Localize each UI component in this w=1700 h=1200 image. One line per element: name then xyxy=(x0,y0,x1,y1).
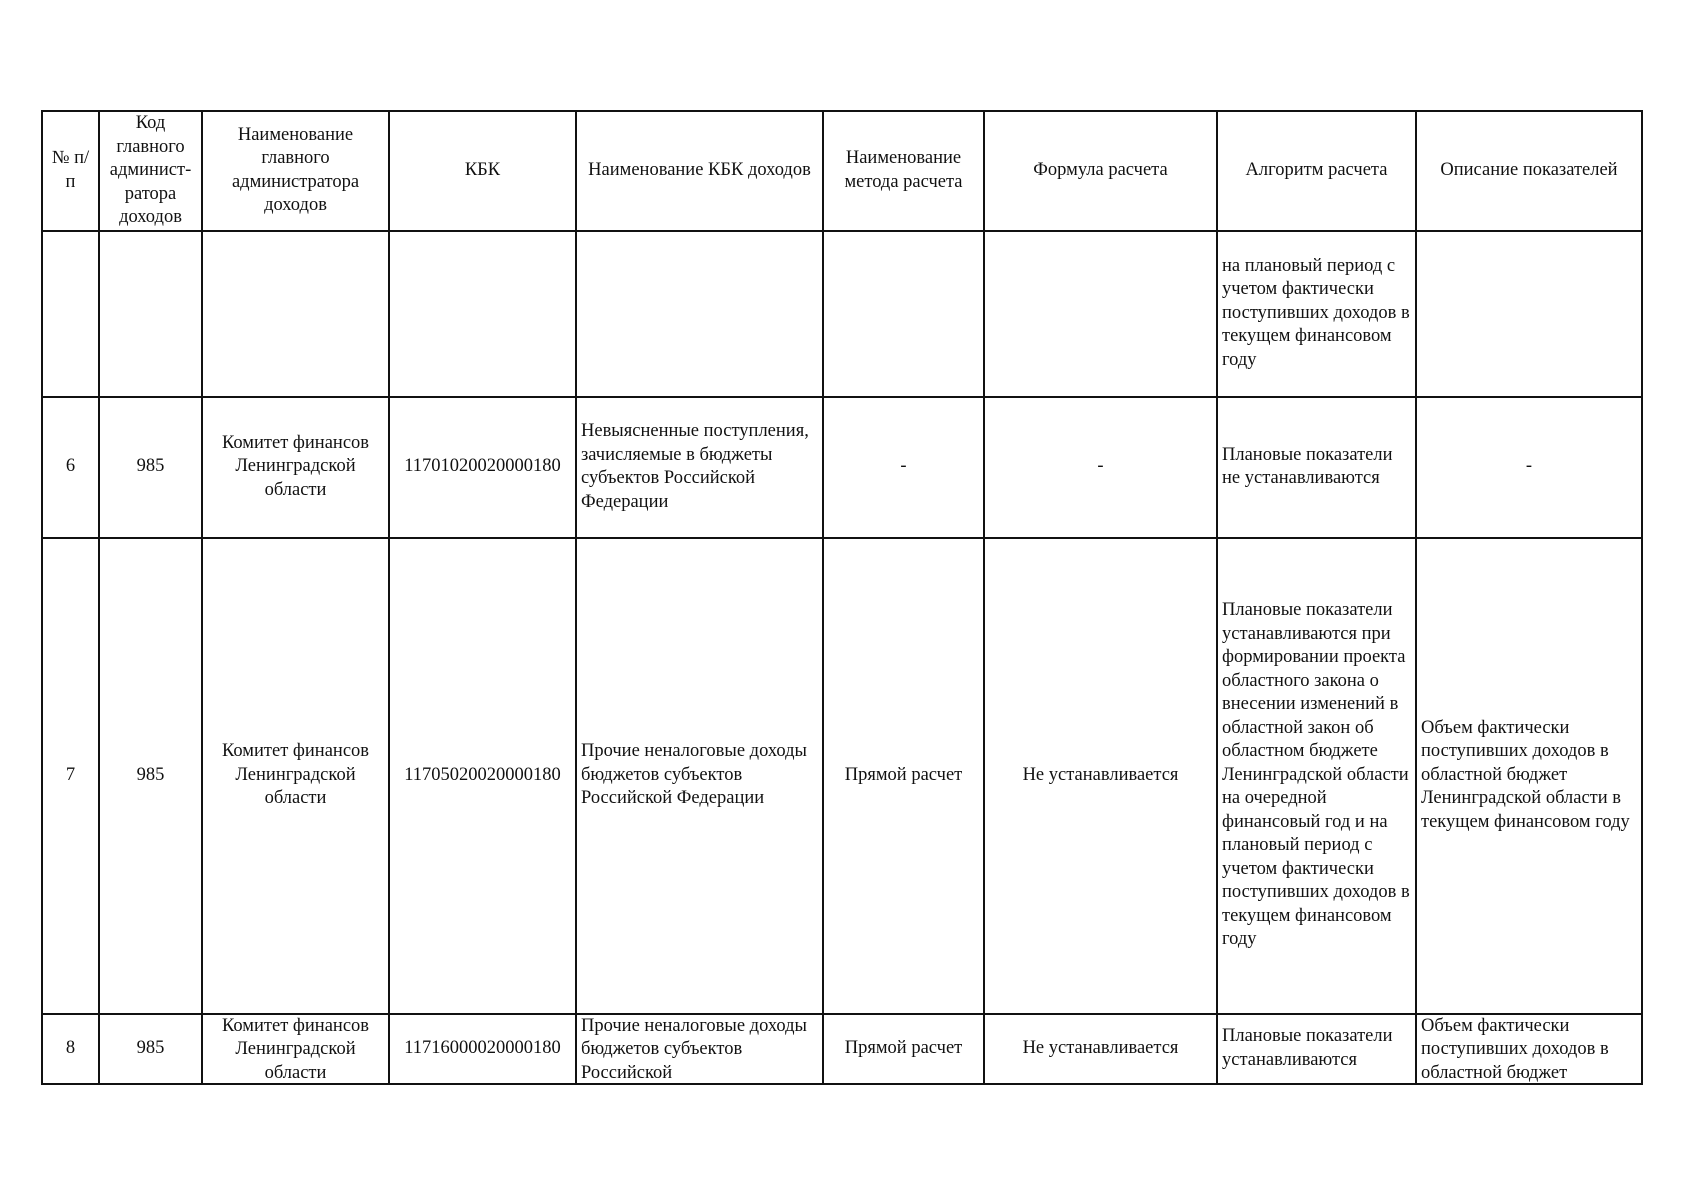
header-algorithm: Алгоритм расчета xyxy=(1217,111,1416,231)
header-number: № п/п xyxy=(42,111,99,231)
cell-empty xyxy=(576,231,823,397)
cell-empty xyxy=(389,231,576,397)
cell-method: - xyxy=(823,397,984,538)
cell-admin-code-text: 985 xyxy=(136,1037,165,1058)
cell-empty xyxy=(1416,231,1642,397)
cell-method xyxy=(823,1014,984,1084)
header-method: Наименование метода расчета xyxy=(823,111,984,231)
cell-formula-text: Не устанавливается xyxy=(1022,1037,1179,1058)
cell-method-text: Прямой расчет xyxy=(844,1037,963,1058)
cell-number: 6 xyxy=(42,397,99,538)
cell-admin-code: 985 xyxy=(99,397,202,538)
cell-algorithm: Плановые показатели не устанавливаются xyxy=(1217,397,1416,538)
table-row xyxy=(42,538,1642,1014)
cell-admin-code xyxy=(99,1014,202,1084)
cell-algorithm-continued: на плановый период с учетом фактически поступивших доходов в текущем финансовом году xyxy=(1217,231,1416,397)
cell-kbk-name: Прочие неналоговые доходы бюджетов субъектов Российской Федерации xyxy=(576,538,823,1014)
cell-kbk-name: Невыясненные поступления, зачисляемые в бюджеты субъектов Российской Федерации xyxy=(576,397,823,538)
cell-algorithm-text: Плановые показатели устанавливаются xyxy=(1222,1026,1393,1070)
cell-admin-code: 985 xyxy=(99,538,202,1014)
cell-description xyxy=(1416,1014,1642,1084)
cell-number xyxy=(42,1014,99,1084)
cell-number-text: 8 xyxy=(65,1037,76,1058)
cell-formula: - xyxy=(984,397,1217,538)
cell-kbk: 11701020020000180 xyxy=(389,397,576,538)
cell-empty xyxy=(984,231,1217,397)
cell-admin-name: Комитет финансов Ленинградской области xyxy=(202,538,389,1014)
cell-kbk-text: 11716000020000180 xyxy=(404,1037,561,1058)
cell-number: 7 xyxy=(42,538,99,1014)
cell-kbk-name xyxy=(576,1014,823,1084)
cell-empty xyxy=(823,231,984,397)
cell-description-text: Объем фактически поступивших доходов в областной бюджет xyxy=(1421,1015,1609,1083)
cell-description: Объем фактически поступивших доходов в областной бюджет Ленинградской области в текущем финансовом году xyxy=(1416,538,1642,1014)
cell-admin-name xyxy=(202,1014,389,1084)
cell-empty xyxy=(42,231,99,397)
table-row-continuation xyxy=(42,231,1642,397)
header-admin-name: Наименование главного администратора доходов xyxy=(202,111,389,231)
cell-kbk xyxy=(389,1014,576,1084)
header-admin-code: Код главного админист-ратора доходов xyxy=(99,111,202,231)
table-header-row xyxy=(42,111,1642,231)
cell-algorithm: Плановые показатели устанавливаются при формировании проекта областного закона о внесении изменений в областной закон об областном бюджете Ленинградской области на очередной финансовый год и на плановый период с учетом фактически поступивших доходов в текущем финансовом году xyxy=(1217,538,1416,1014)
header-description: Описание показателей xyxy=(1416,111,1642,231)
cell-admin-name: Комитет финансов Ленинградской области xyxy=(202,397,389,538)
revenue-methods-table xyxy=(41,110,1643,1085)
header-formula: Формула расчета xyxy=(984,111,1217,231)
header-kbk-name: Наименование КБК доходов xyxy=(576,111,823,231)
cell-admin-name-text: Комитет финансов Ленинградской области xyxy=(221,1015,370,1083)
cell-kbk: 11705020020000180 xyxy=(389,538,576,1014)
cell-formula xyxy=(984,1014,1217,1084)
header-kbk: КБК xyxy=(389,111,576,231)
cell-empty xyxy=(99,231,202,397)
cell-algorithm xyxy=(1217,1014,1416,1084)
table-row xyxy=(42,397,1642,538)
table-row xyxy=(42,1014,1642,1084)
cell-kbk-name-text: Прочие неналоговые доходы бюджетов субъектов Российской xyxy=(581,1015,807,1083)
cell-description: - xyxy=(1416,397,1642,538)
cell-method: Прямой расчет xyxy=(823,538,984,1014)
cell-empty xyxy=(202,231,389,397)
cell-formula: Не устанавливается xyxy=(984,538,1217,1014)
